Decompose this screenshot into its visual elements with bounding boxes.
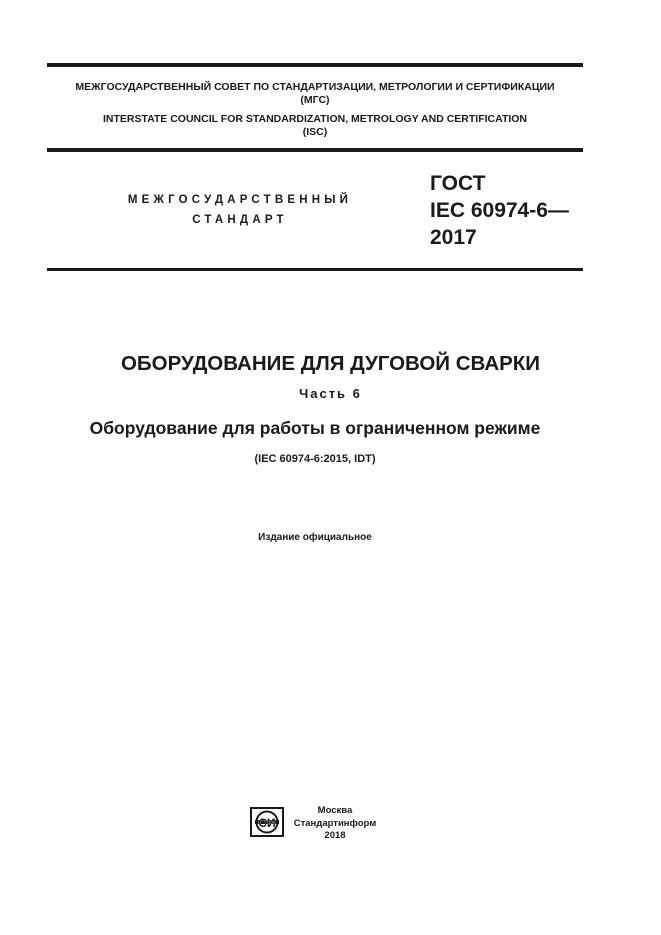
gost-designation-line1: ГОСТ <box>430 172 486 195</box>
gost-designation <box>430 170 569 251</box>
publisher-year: 2018 <box>324 830 346 841</box>
publisher-block <box>290 805 380 843</box>
svg-text:СИ: СИ <box>258 816 276 830</box>
council-abbr-ru: (МГС) <box>300 94 330 106</box>
council-abbr-en: (ISC) <box>302 126 328 138</box>
gost-designation-line3: 2017 <box>430 226 477 249</box>
standard-type-line2: СТАНДАРТ <box>192 214 288 226</box>
standartinform-logo-icon <box>250 807 284 837</box>
publisher-name: Стандартинформ <box>293 817 377 829</box>
iec-reference: (IEC 60974-6:2015, IDT) <box>254 453 376 465</box>
middle-divider <box>47 148 583 152</box>
edition-label: Издание официальное <box>258 532 372 543</box>
document-title: ОБОРУДОВАНИЕ ДЛЯ ДУГОВОЙ СВАРКИ <box>120 352 541 375</box>
council-name-ru <box>47 81 583 107</box>
council-name-ru-line1: МЕЖГОСУДАРСТВЕННЫЙ СОВЕТ ПО СТАНДАРТИЗАЦИИ, МЕТРОЛОГИИ И СЕРТИФИКАЦИИ <box>75 81 555 93</box>
document-subtitle: Оборудование для работы в ограниченном режиме <box>89 418 541 438</box>
standard-type-label <box>100 190 380 230</box>
council-name-en <box>47 113 583 139</box>
gost-designation-line2: IEC 60974-6— <box>430 199 569 222</box>
publisher-city: Москва <box>317 805 353 816</box>
bottom-divider <box>47 268 583 271</box>
standard-type-line1: МЕЖГОСУДАРСТВЕННЫЙ <box>127 194 353 206</box>
council-name-en-line1: INTERSTATE COUNCIL FOR STANDARDIZATION, METROLOGY AND CERTIFICATION <box>102 113 528 125</box>
top-divider <box>47 63 583 67</box>
document-part: Часть 6 <box>299 386 362 401</box>
